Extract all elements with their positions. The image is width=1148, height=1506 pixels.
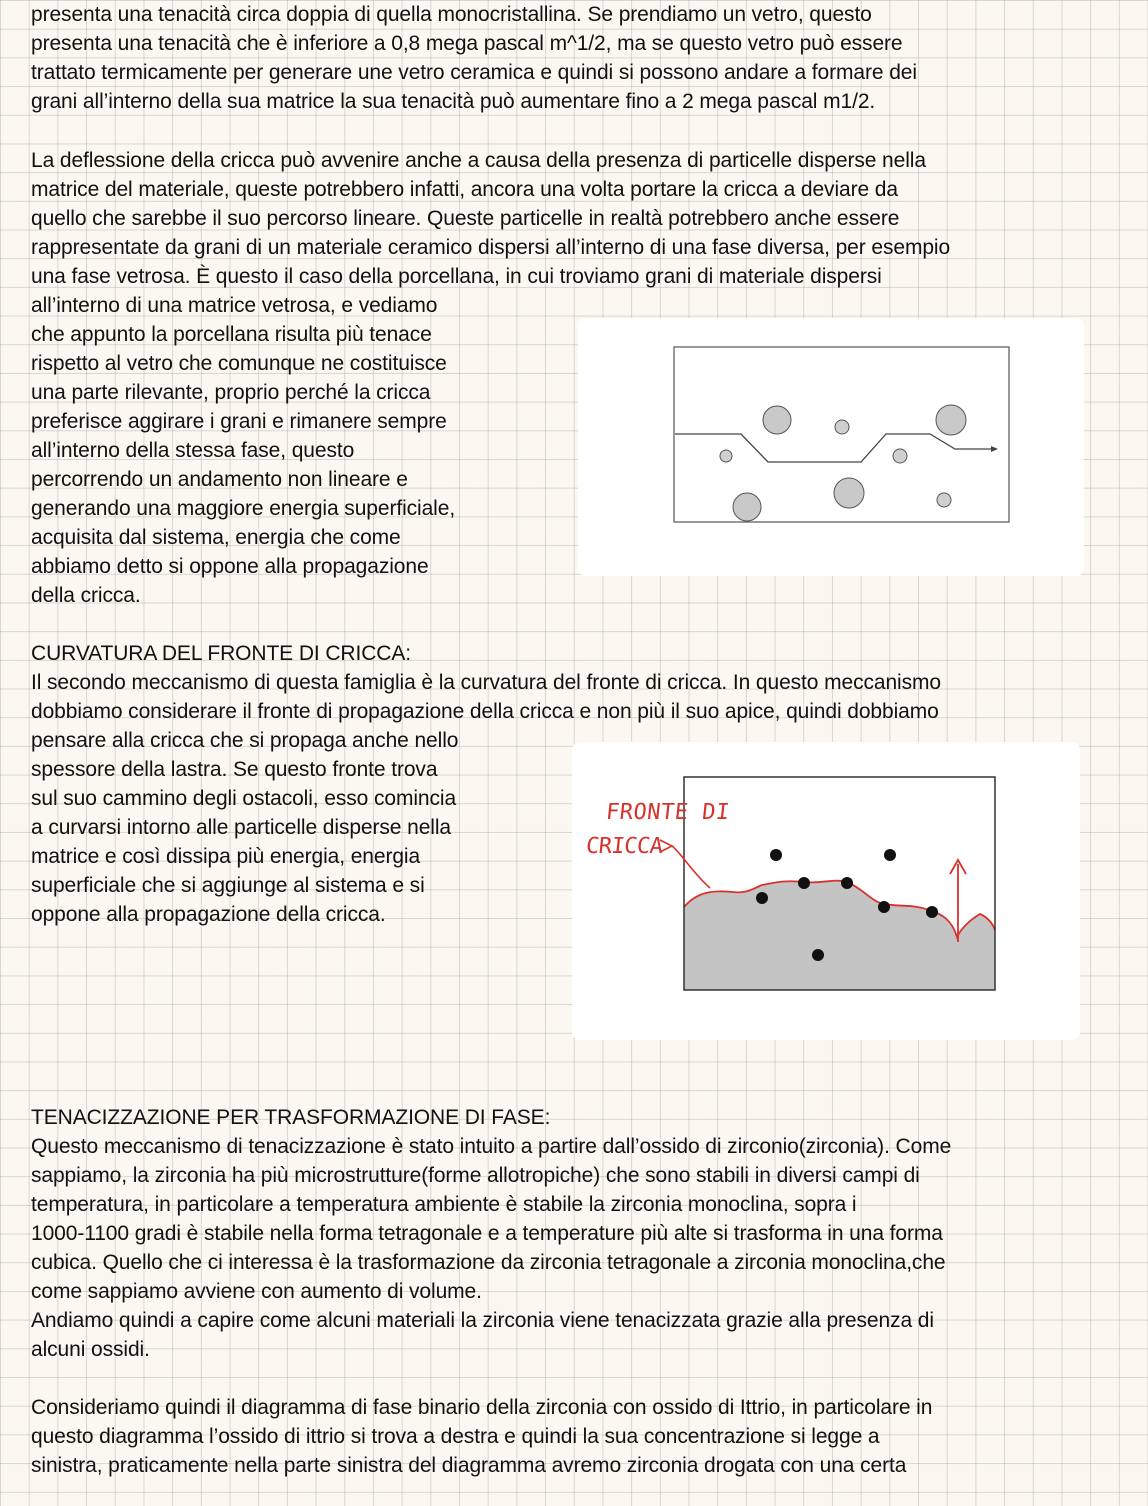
text-line: questo diagramma l’ossido di ittrio si trova a destra e quindi la sua concentrazione si legge a <box>31 1425 880 1448</box>
text-line: una parte rilevante, proprio perché la cricca <box>31 381 431 404</box>
text-line: spessore della lastra. Se questo fronte trova <box>31 758 438 781</box>
text-line: grani all’interno della sua matrice la sua tenacità può aumentare fino a 2 mega pascal m1/2. <box>31 90 876 113</box>
text-line: acquisita dal sistema, energia che come <box>31 526 401 549</box>
text-line: all’interno della stessa fase, questo <box>31 439 355 462</box>
text-line: Questo meccanismo di tenacizzazione è stato intuito a partire dall’ossido di zirconio(zirconia). Come <box>31 1135 952 1158</box>
text-line: preferisce aggirare i grani e rimanere sempre <box>31 410 447 433</box>
particle <box>756 892 768 904</box>
text-line: cubica. Quello che ci interessa è la trasformazione da zirconia tetragonale a zirconia monoclina,che <box>31 1251 946 1274</box>
annotation-label-line1: FRONTE DI <box>604 800 732 825</box>
particle <box>926 906 938 918</box>
text-line: presenta una tenacità che è inferiore a 0,8 mega pascal m^1/2, ma se questo vetro può essere <box>31 32 903 55</box>
particle <box>733 493 761 521</box>
text-line: sul suo cammino degli ostacoli, esso comincia <box>31 787 457 810</box>
text-line: sinistra, praticamente nella parte sinistra del diagramma avremo zirconia drogata con una certa <box>31 1454 907 1477</box>
annotation-leader <box>672 846 710 888</box>
particle <box>884 849 896 861</box>
text-line: pensare alla cricca che si propaga anche nello <box>31 729 459 752</box>
particle <box>720 450 732 462</box>
section-heading: TENACIZZAZIONE PER TRASFORMAZIONE DI FASE: <box>31 1106 551 1129</box>
text-line: Il secondo meccanismo di questa famiglia è la curvatura del fronte di cricca. In questo meccanismo <box>31 671 941 694</box>
text-line: generando una maggiore energia superficiale, <box>31 497 456 520</box>
text-line: Consideriamo quindi il diagramma di fase binario della zirconia con ossido di Ittrio, in particolare in <box>31 1396 933 1419</box>
crack-front-figure <box>572 742 1080 1040</box>
text-line: come sappiamo avviene con aumento di volume. <box>31 1280 482 1303</box>
text-line: 1000-1100 gradi è stabile nella forma tetragonale e a temperature più alte si trasforma in una forma <box>31 1222 943 1245</box>
text-line: matrice e così dissipa più energia, energia <box>31 845 421 868</box>
crack-front-diagram <box>572 742 1080 1040</box>
text-line: abbiamo detto si oppone alla propagazione <box>31 555 429 578</box>
text-line: rappresentate da grani di un materiale ceramico dispersi all’interno di una fase diversa, per esempio <box>31 236 951 259</box>
text-line: all’interno di una matrice vetrosa, e vediamo <box>31 294 438 317</box>
text-line: matrice del materiale, queste potrebbero infatti, ancora una volta portare la cricca a deviare da <box>31 178 898 201</box>
text-line: Andiamo quindi a capire come alcuni materiali la zirconia viene tenacizzata grazie alla presenza di <box>31 1309 934 1332</box>
particle <box>936 405 966 435</box>
particle <box>893 449 907 463</box>
text-line: temperatura, in particolare a temperatura ambiente è stabile la zirconia monoclina, sopra i <box>31 1193 857 1216</box>
particle <box>770 849 782 861</box>
particle <box>835 420 849 434</box>
text-line: sappiamo, la zirconia ha più microstrutture(forme allotropiche) che sono stabili in diversi campi di <box>31 1164 920 1187</box>
particle <box>763 406 791 434</box>
text-line: alcuni ossidi. <box>31 1338 150 1361</box>
text-line: presenta una tenacità circa doppia di quella monocristallina. Se prendiamo un vetro, questo <box>31 3 872 26</box>
text-line: quello che sarebbe il suo percorso lineare. Queste particelle in realtà potrebbero anche essere <box>31 207 900 230</box>
text-line: della cricca. <box>31 584 141 607</box>
particle <box>841 877 853 889</box>
text-line: oppone alla propagazione della cricca. <box>31 903 386 926</box>
text-line: che appunto la porcellana risulta più tenace <box>31 323 432 346</box>
text-line: dobbiamo considerare il fronte di propagazione della cricca e non più il suo apice, quindi dobbiamo <box>31 700 939 723</box>
particle <box>812 949 824 961</box>
crack-deflection-figure <box>578 318 1084 576</box>
text-line: a curvarsi intorno alle particelle disperse nella <box>31 816 451 839</box>
particle <box>937 493 951 507</box>
text-line: percorrendo un andamento non lineare e <box>31 468 408 491</box>
text-line: trattato termicamente per generare une vetro ceramica e quindi si possono andare a formare dei <box>31 61 917 84</box>
text-line: una fase vetrosa. È questo il caso della porcellana, in cui troviamo grani di materiale dispersi <box>31 265 882 288</box>
text-line: rispetto al vetro che comunque ne costituisce <box>31 352 447 375</box>
text-line: La deflessione della cricca può avvenire anche a causa della presenza di particelle disperse nella <box>31 149 926 172</box>
particle <box>834 478 864 508</box>
particle <box>878 901 890 913</box>
particle <box>798 877 810 889</box>
text-line: superficiale che si aggiunge al sistema e si <box>31 874 425 897</box>
section-heading: CURVATURA DEL FRONTE DI CRICCA: <box>31 642 411 665</box>
annotation-label-line2: CRICCA <box>584 834 664 859</box>
fractured-region <box>684 881 995 990</box>
crack-deflection-diagram <box>578 318 1084 576</box>
